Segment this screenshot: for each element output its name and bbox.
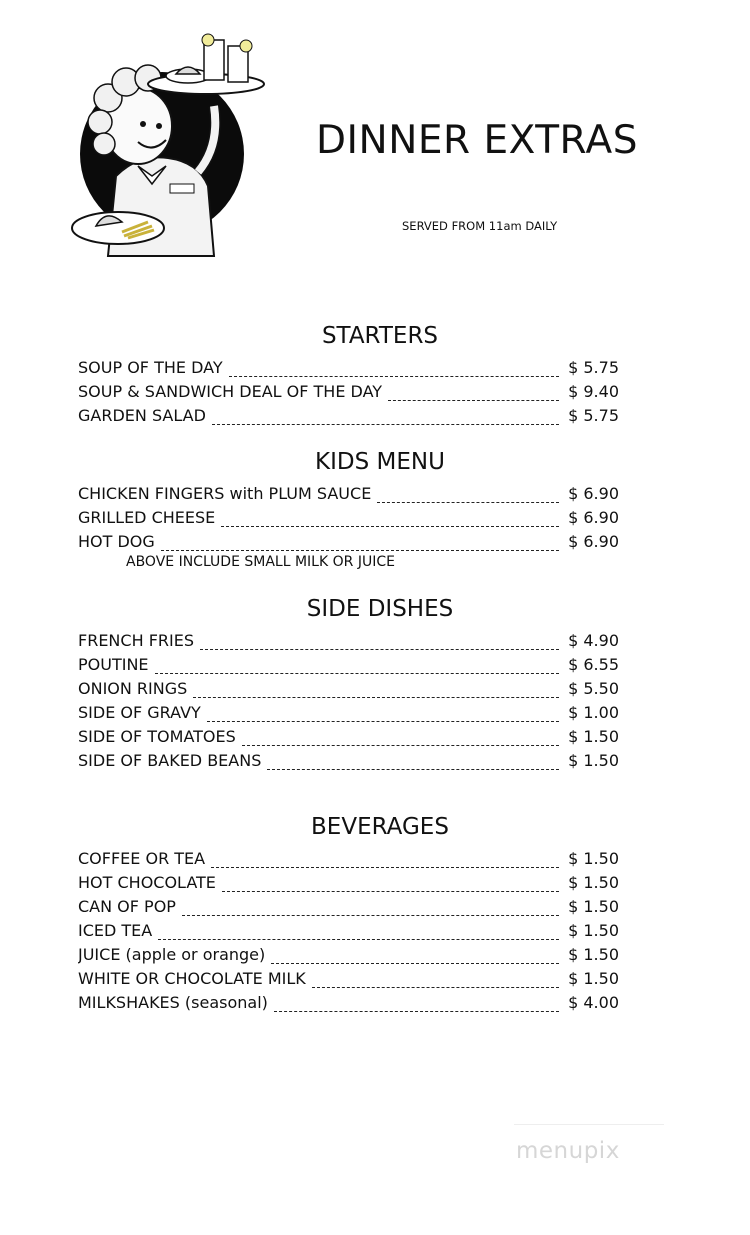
menu-item	[78, 505, 619, 527]
item-name: MILKSHAKES (seasonal)	[78, 993, 268, 1012]
item-price: $ 6.90	[568, 484, 619, 503]
item-name: GARDEN SALAD	[78, 406, 206, 425]
dot-leader	[267, 758, 559, 770]
dot-leader	[161, 539, 559, 551]
item-name: SOUP & SANDWICH DEAL OF THE DAY	[78, 382, 383, 401]
section-heading-kids-menu: KIDS MENU	[315, 449, 445, 475]
menu-item	[78, 748, 619, 770]
item-name: FRENCH FRIES	[78, 631, 194, 650]
menu-item	[78, 894, 619, 916]
dot-leader	[211, 856, 559, 868]
waitress-illustration	[38, 26, 274, 264]
dot-leader	[207, 710, 559, 722]
dot-leader	[242, 734, 559, 746]
dot-leader	[155, 662, 560, 674]
item-name: WHITE OR CHOCOLATE MILK	[78, 969, 306, 988]
dot-leader	[212, 413, 559, 425]
dot-leader	[200, 638, 559, 650]
item-name: SOUP OF THE DAY	[78, 358, 223, 377]
item-name: SIDE OF GRAVY	[78, 703, 201, 722]
section-heading-side-dishes: SIDE DISHES	[306, 596, 454, 622]
kids-menu-note: ABOVE INCLUDE SMALL MILK OR JUICE	[126, 554, 395, 570]
menu-item	[78, 379, 619, 401]
menu-item	[78, 652, 619, 674]
dot-leader	[388, 389, 559, 401]
item-price: $ 5.75	[568, 406, 619, 425]
page-title: DINNER EXTRAS	[316, 118, 638, 163]
menu-item	[78, 628, 619, 650]
item-name: GRILLED CHEESE	[78, 508, 216, 527]
item-price: $ 1.50	[568, 849, 619, 868]
dot-leader	[158, 928, 559, 940]
item-price: $ 1.00	[568, 703, 619, 722]
menu-item	[78, 676, 619, 698]
item-price: $ 5.50	[568, 679, 619, 698]
item-name: SIDE OF BAKED BEANS	[78, 751, 262, 770]
item-name: HOT DOG	[78, 532, 155, 551]
menu-item	[78, 870, 619, 892]
item-price: $ 6.90	[568, 532, 619, 551]
item-price: $ 9.40	[568, 382, 619, 401]
menu-item	[78, 403, 619, 425]
menu-item	[78, 942, 619, 964]
item-price: $ 6.90	[568, 508, 619, 527]
watermark-rule	[514, 1124, 664, 1125]
menu-item	[78, 990, 619, 1012]
menu-item	[78, 700, 619, 722]
menu-item	[78, 966, 619, 988]
item-price: $ 1.50	[568, 727, 619, 746]
section-heading-starters: STARTERS	[321, 323, 439, 349]
menu-item	[78, 355, 619, 377]
dot-leader	[221, 515, 559, 527]
item-name: SIDE OF TOMATOES	[78, 727, 236, 746]
dot-leader	[182, 904, 559, 916]
item-name: HOT CHOCOLATE	[78, 873, 216, 892]
watermark-logo: menupix	[516, 1138, 620, 1164]
item-price: $ 1.50	[568, 945, 619, 964]
menu-item	[78, 846, 619, 868]
item-name: COFFEE OR TEA	[78, 849, 206, 868]
item-name: POUTINE	[78, 655, 149, 674]
dot-leader	[229, 365, 560, 377]
section-heading-beverages: BEVERAGES	[311, 814, 449, 840]
dot-leader	[271, 952, 559, 964]
item-name: CHICKEN FINGERS with PLUM SAUCE	[78, 484, 372, 503]
menu-item	[78, 918, 619, 940]
item-price: $ 1.50	[568, 969, 619, 988]
menu-item	[78, 481, 619, 503]
item-price: $ 5.75	[568, 358, 619, 377]
item-price: $ 1.50	[568, 751, 619, 770]
menu-item	[78, 724, 619, 746]
item-name: CAN OF POP	[78, 897, 176, 916]
dot-leader	[274, 1000, 559, 1012]
item-name: ONION RINGS	[78, 679, 188, 698]
item-price: $ 6.55	[568, 655, 619, 674]
dot-leader	[193, 686, 559, 698]
item-name: ICED TEA	[78, 921, 153, 940]
item-price: $ 1.50	[568, 921, 619, 940]
item-price: $ 1.50	[568, 873, 619, 892]
dot-leader	[312, 976, 559, 988]
dot-leader	[377, 491, 559, 503]
item-price: $ 4.90	[568, 631, 619, 650]
serving-hours: SERVED FROM 11am DAILY	[402, 219, 558, 233]
item-price: $ 4.00	[568, 993, 619, 1012]
menu-item	[78, 529, 619, 551]
item-name: JUICE (apple or orange)	[78, 945, 266, 964]
dot-leader	[222, 880, 559, 892]
item-price: $ 1.50	[568, 897, 619, 916]
